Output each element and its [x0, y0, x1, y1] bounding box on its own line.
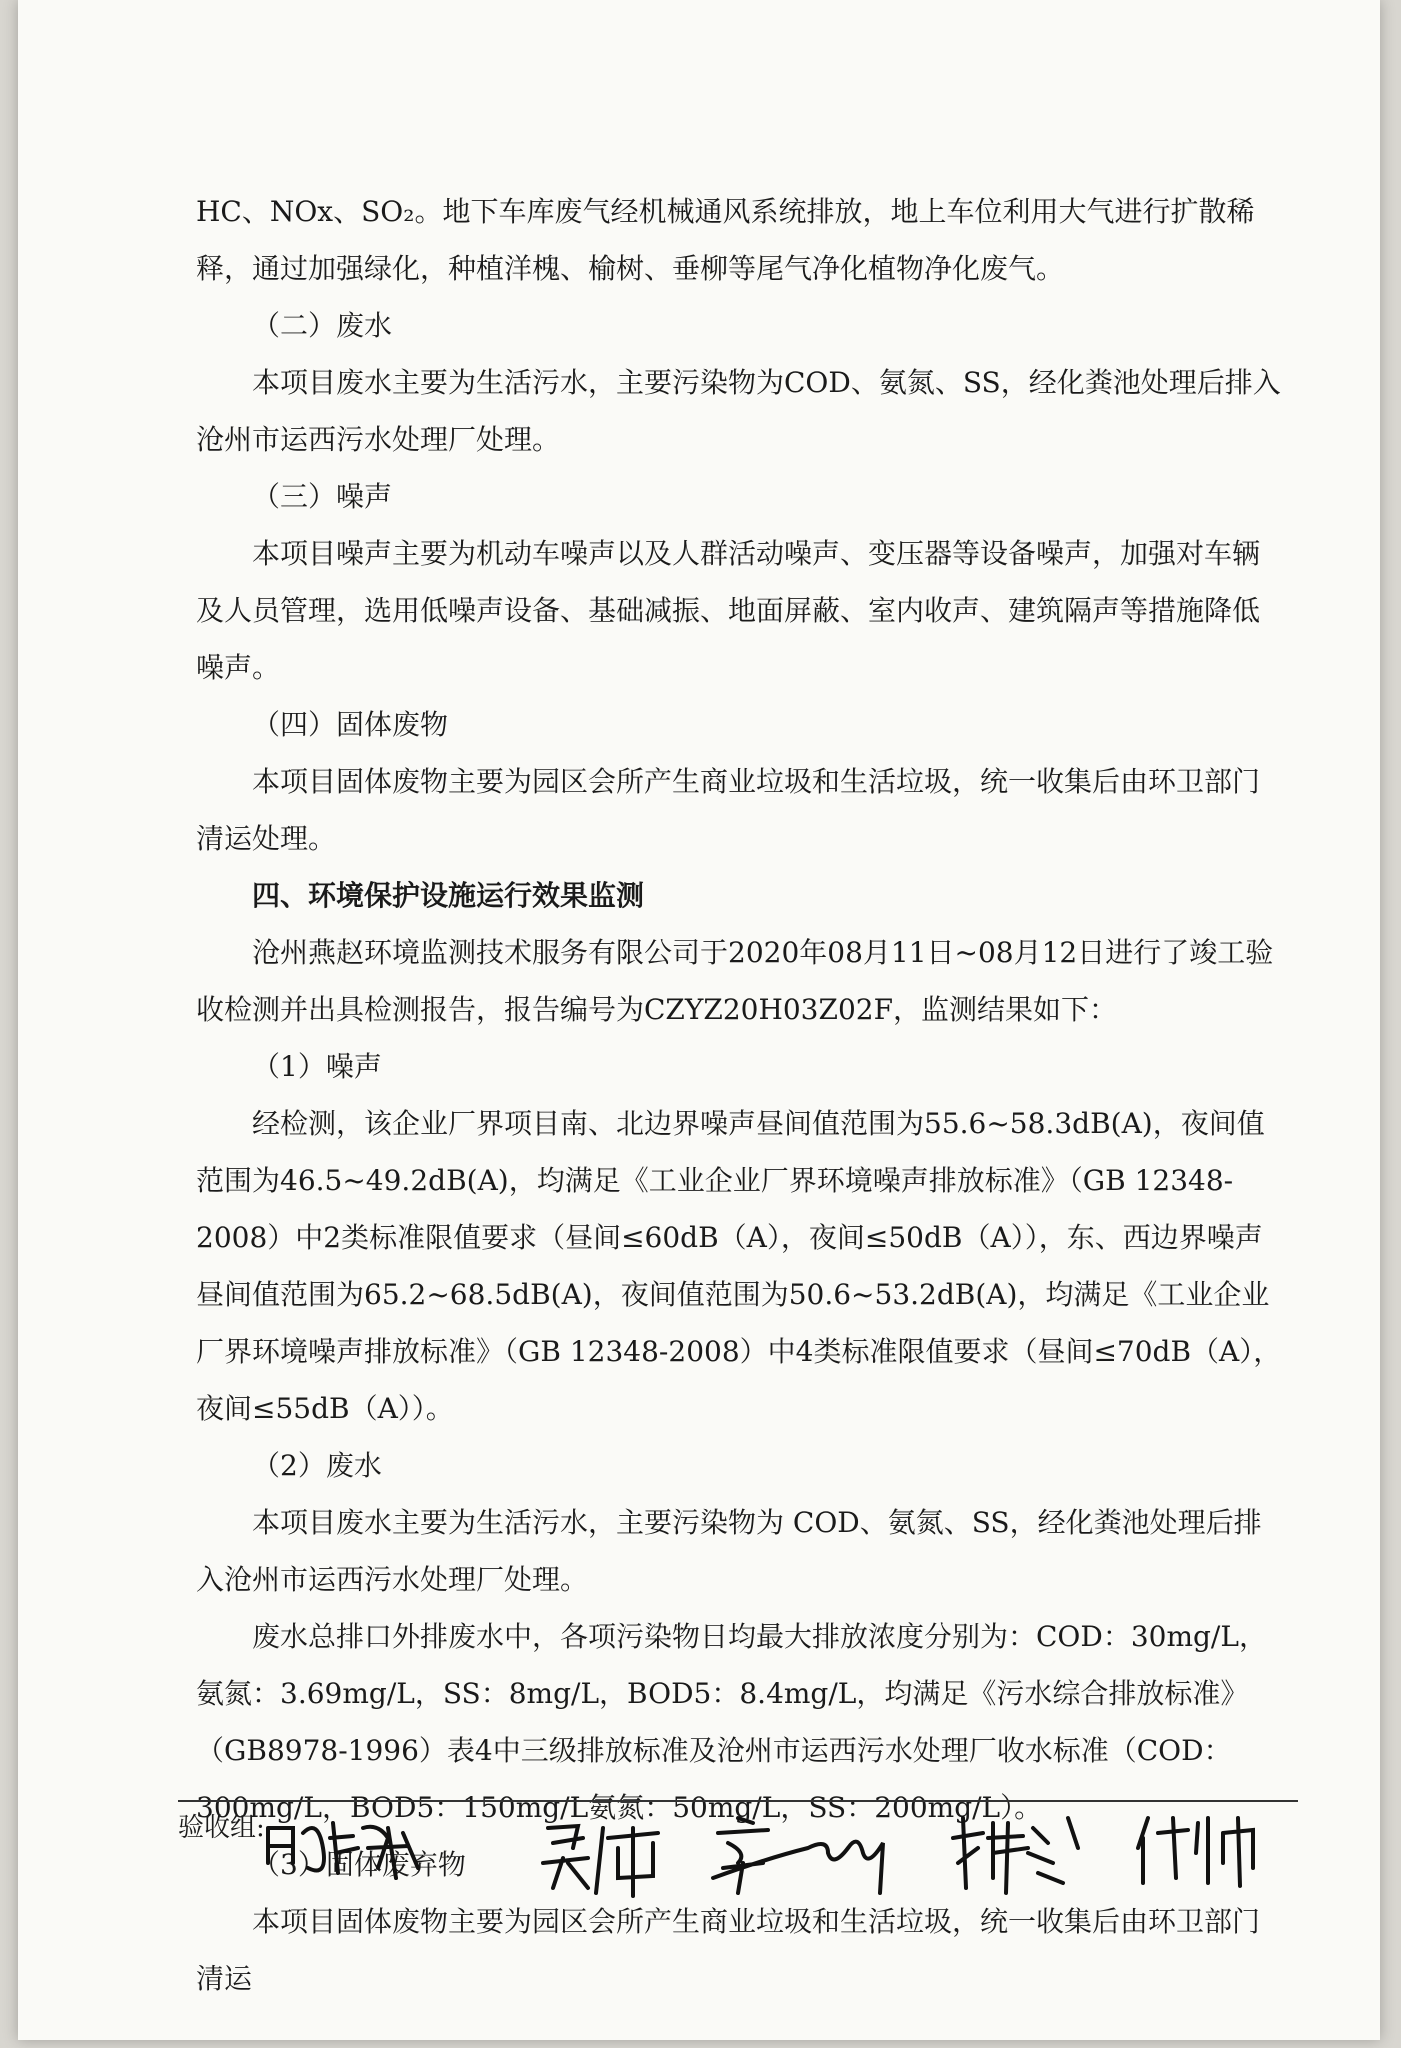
acceptance-group-label: 验收组: — [178, 1813, 265, 1843]
paragraph: 本项目废水主要为生活污水，主要污染物为COD、氨氮、SS，经化粪池处理后排入沧州市运西污水处理厂处理。 — [196, 366, 1281, 456]
document-page — [18, 0, 1380, 2040]
paragraph: 本项目固体废物主要为园区会所产生商业垃圾和生活垃圾，统一收集后由环卫部门清运处理。 — [196, 765, 1261, 855]
paragraph: HC、NOx、SO₂。地下车库废气经机械通风系统排放，地上车位利用大气进行扩散稀释，通过加强绿化，种植洋槐、榆树、垂柳等尾气净化植物净化废气。 — [196, 195, 1255, 285]
signature-5 — [1128, 1808, 1268, 1888]
paragraph: 本项目固体废物主要为园区会所产生商业垃圾和生活垃圾，统一收集后由环卫部门清运 — [196, 1905, 1261, 1995]
paragraph: （三）噪声 — [252, 480, 393, 513]
footer-divider — [178, 1800, 1298, 1802]
document-body — [196, 183, 1286, 2007]
signature-1 — [258, 1808, 428, 1888]
section-heading: 四、环境保护设施运行效果监测 — [252, 879, 645, 912]
signature-3 — [708, 1808, 908, 1898]
paragraph: （2）废水 — [252, 1449, 382, 1482]
paragraph: （四）固体废物 — [252, 708, 449, 741]
signature-4 — [948, 1808, 1098, 1898]
paragraph: （1）噪声 — [252, 1050, 382, 1083]
signature-2 — [538, 1808, 688, 1898]
paragraph: 沧州燕赵环境监测技术服务有限公司于2020年08月11日~08月12日进行了竣工验收检测并出具检测报告，报告编号为CZYZ20H03Z02F，监测结果如下： — [196, 936, 1274, 1026]
paragraph: 本项目废水主要为生活污水，主要污染物为 COD、氨氮、SS，经化粪池处理后排入沧州市运西污水处理厂处理。 — [196, 1506, 1262, 1596]
paragraph: 本项目噪声主要为机动车噪声以及人群活动噪声、变压器等设备噪声，加强对车辆及人员管理，选用低噪声设备、基础减振、地面屏蔽、室内收声、建筑隔声等措施降低噪声。 — [196, 537, 1261, 684]
paragraph: 废水总排口外排废水中，各项污染物日均最大排放浓度分别为：COD：30mg/L，氨氮：3.69mg/L，SS：8mg/L，BOD5：8.4mg/L，均满足《污水综合排放标准》（GB8978-1996）表4中三级排放标准及沧州市运西污水处理厂收水标准（COD：300mg/L，BOD5：150mg/L氨氮：50mg/L，SS：200mg/L）。 — [196, 1620, 1267, 1824]
paragraph: （3）固体废弃物 — [252, 1848, 466, 1881]
paragraph: （二）废水 — [252, 309, 393, 342]
paragraph: 经检测，该企业厂界项目南、北边界噪声昼间值范围为55.6~58.3dB(A)，夜间值范围为46.5~49.2dB(A)，均满足《工业企业厂界环境噪声排放标准》（GB 12348-2008）中2类标准限值要求（昼间≤60dB（A），夜间≤50dB（A）），东、西边界噪声昼间值范围为65.2~68.5dB(A)，夜间值范围为50.6~53.2dB(A)，均满足《工业企业厂界环境噪声排放标准》（GB 12348-2008）中4类标准限值要求（昼间≤70dB（A），夜间≤55dB（A））。 — [196, 1107, 1282, 1425]
